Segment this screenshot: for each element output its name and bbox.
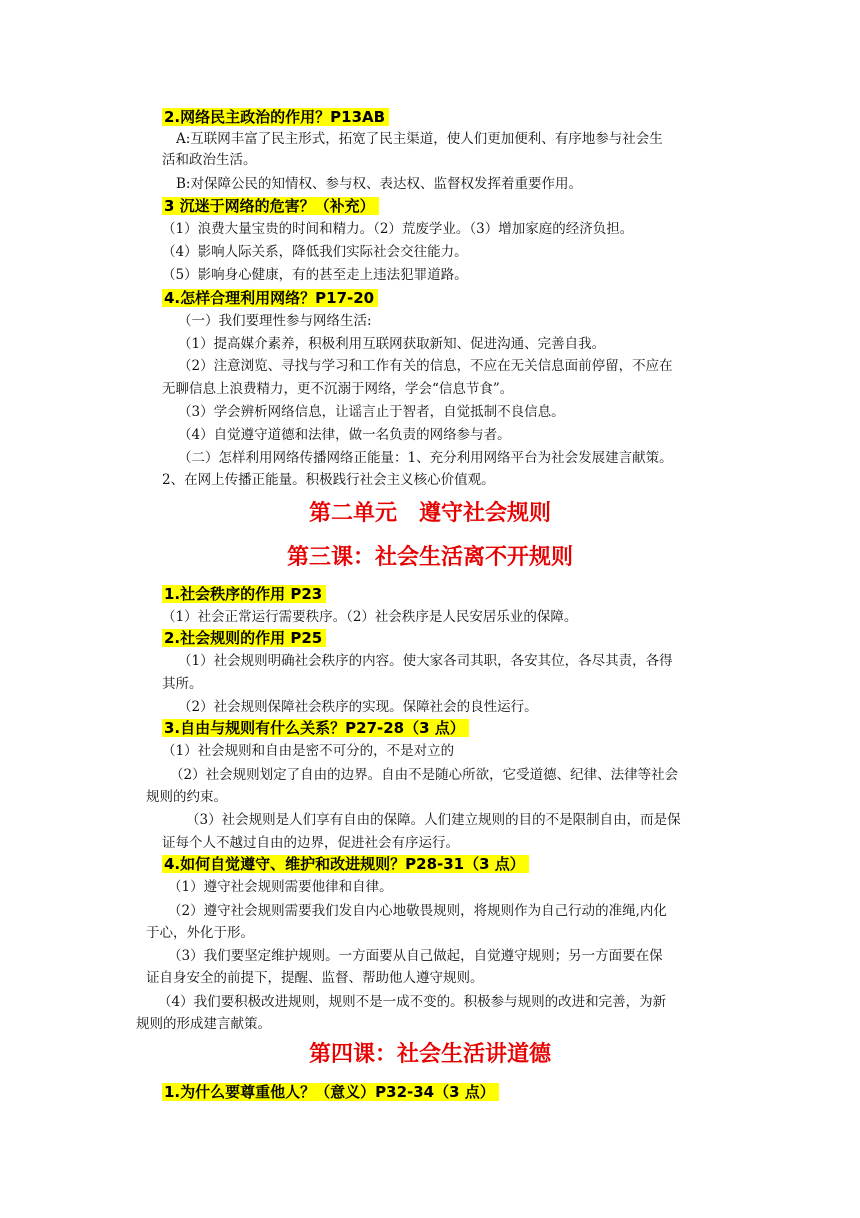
- answer-line: （1）社会规则明确社会秩序的内容。使大家各司其职，各安其位，各尽其责，各得: [178, 653, 673, 669]
- answer-line: （2）遵守社会规则需要我们发自内心地敬畏规则，将规则作为自己行动的准绳,内化: [168, 903, 667, 919]
- answer-line: （1）遵守社会规则需要他律和自律。: [168, 879, 393, 895]
- question-heading: 2.网络民主政治的作用？P13AB: [162, 107, 389, 127]
- answer-line: 于心，外化于形。: [146, 925, 254, 941]
- unit-title: 第二单元 遵守社会规则: [308, 501, 551, 526]
- answer-line: （4）我们要积极改进规则，规则不是一成不变的。积极参与规则的改进和完善，为新: [158, 994, 667, 1010]
- question-heading: 3.自由与规则有什么关系？P27-28（3 点）: [162, 718, 469, 738]
- answer-line: （2）注意浏览、寻找与学习和工作有关的信息，不应在无关信息面前停留，不应在: [178, 358, 673, 374]
- lesson-title: 第四课：社会生活讲道德: [308, 1042, 551, 1067]
- question-heading: 1.为什么要尊重他人？（意义）P32-34（3 点）: [162, 1082, 499, 1102]
- answer-line: （3）学会辨析网络信息，让谣言止于智者，自觉抵制不良信息。: [178, 404, 565, 420]
- answer-line: （一）我们要理性参与网络生活:: [178, 313, 372, 329]
- answer-line: 规则的形成建言献策。: [136, 1016, 271, 1032]
- answer-line: 其所。: [162, 676, 203, 692]
- answer-line: （3）社会规则是人们享有自由的保障。人们建立规则的目的不是限制自由，而是保: [186, 812, 681, 828]
- answer-line: 证每个人不越过自由的边界，促进社会有序运行。: [162, 835, 459, 851]
- question-heading: 3 沉迷于网络的危害？（补充）: [162, 196, 379, 216]
- answer-line: （2）社会规则划定了自由的边界。自由不是随心所欲，它受道德、纪律、法律等社会: [170, 767, 679, 783]
- answer-line: （1）社会正常运行需要秩序。（2）社会秩序是人民安居乐业的保障。: [162, 609, 578, 625]
- answer-line: B:对保障公民的知情权、参与权、表达权、监督权发挥着重要作用。: [176, 176, 582, 192]
- answer-line: 证自身安全的前提下，提醒、监督、帮助他人遵守规则。: [146, 970, 484, 986]
- answer-line: 规则的约束。: [146, 789, 227, 805]
- answer-line: （5）影响身心健康，有的甚至走上违法犯罪道路。: [162, 267, 468, 283]
- answer-line: 2、在网上传播正能量。积极践行社会主义核心价值观。: [162, 472, 495, 488]
- answer-line: （4）影响人际关系，降低我们实际社会交往能力。: [162, 244, 468, 260]
- answer-line: （二）怎样利用网络传播网络正能量：1、充分利用网络平台为社会发展建言献策。: [178, 450, 673, 466]
- answer-line: A:互联网丰富了民主形式，拓宽了民主渠道，使人们更加便利、有序地参与社会生: [176, 131, 663, 147]
- answer-line: 活和政治生活。: [162, 152, 257, 168]
- answer-line: （1）社会规则和自由是密不可分的，不是对立的: [162, 743, 455, 759]
- answer-line: （2）社会规则保障社会秩序的实现。保障社会的良性运行。: [178, 699, 538, 715]
- question-heading: 4.如何自觉遵守、维护和改进规则？P28-31（3 点）: [162, 854, 529, 874]
- answer-line: （1）提高媒介素养，积极利用互联网获取新知、促进沟通、完善自我。: [178, 336, 606, 352]
- question-heading: 2.社会规则的作用 P25: [162, 628, 326, 648]
- answer-line: 无聊信息上浪费精力，更不沉溺于网络，学会“信息节食”。: [162, 381, 514, 397]
- answer-line: （4）自觉遵守道德和法律，做一名负责的网络参与者。: [178, 427, 511, 443]
- answer-line: （3）我们要坚定维护规则。一方面要从自己做起，自觉遵守规则；另一方面要在保: [168, 948, 663, 964]
- lesson-title: 第三课：社会生活离不开规则: [286, 545, 573, 570]
- question-heading: 1.社会秩序的作用 P23: [162, 584, 326, 604]
- answer-line: （1）浪费大量宝贵的时间和精力。（2）荒废学业。（3）增加家庭的经济负担。: [162, 221, 634, 237]
- question-heading: 4.怎样合理利用网络？P17-20: [162, 288, 378, 308]
